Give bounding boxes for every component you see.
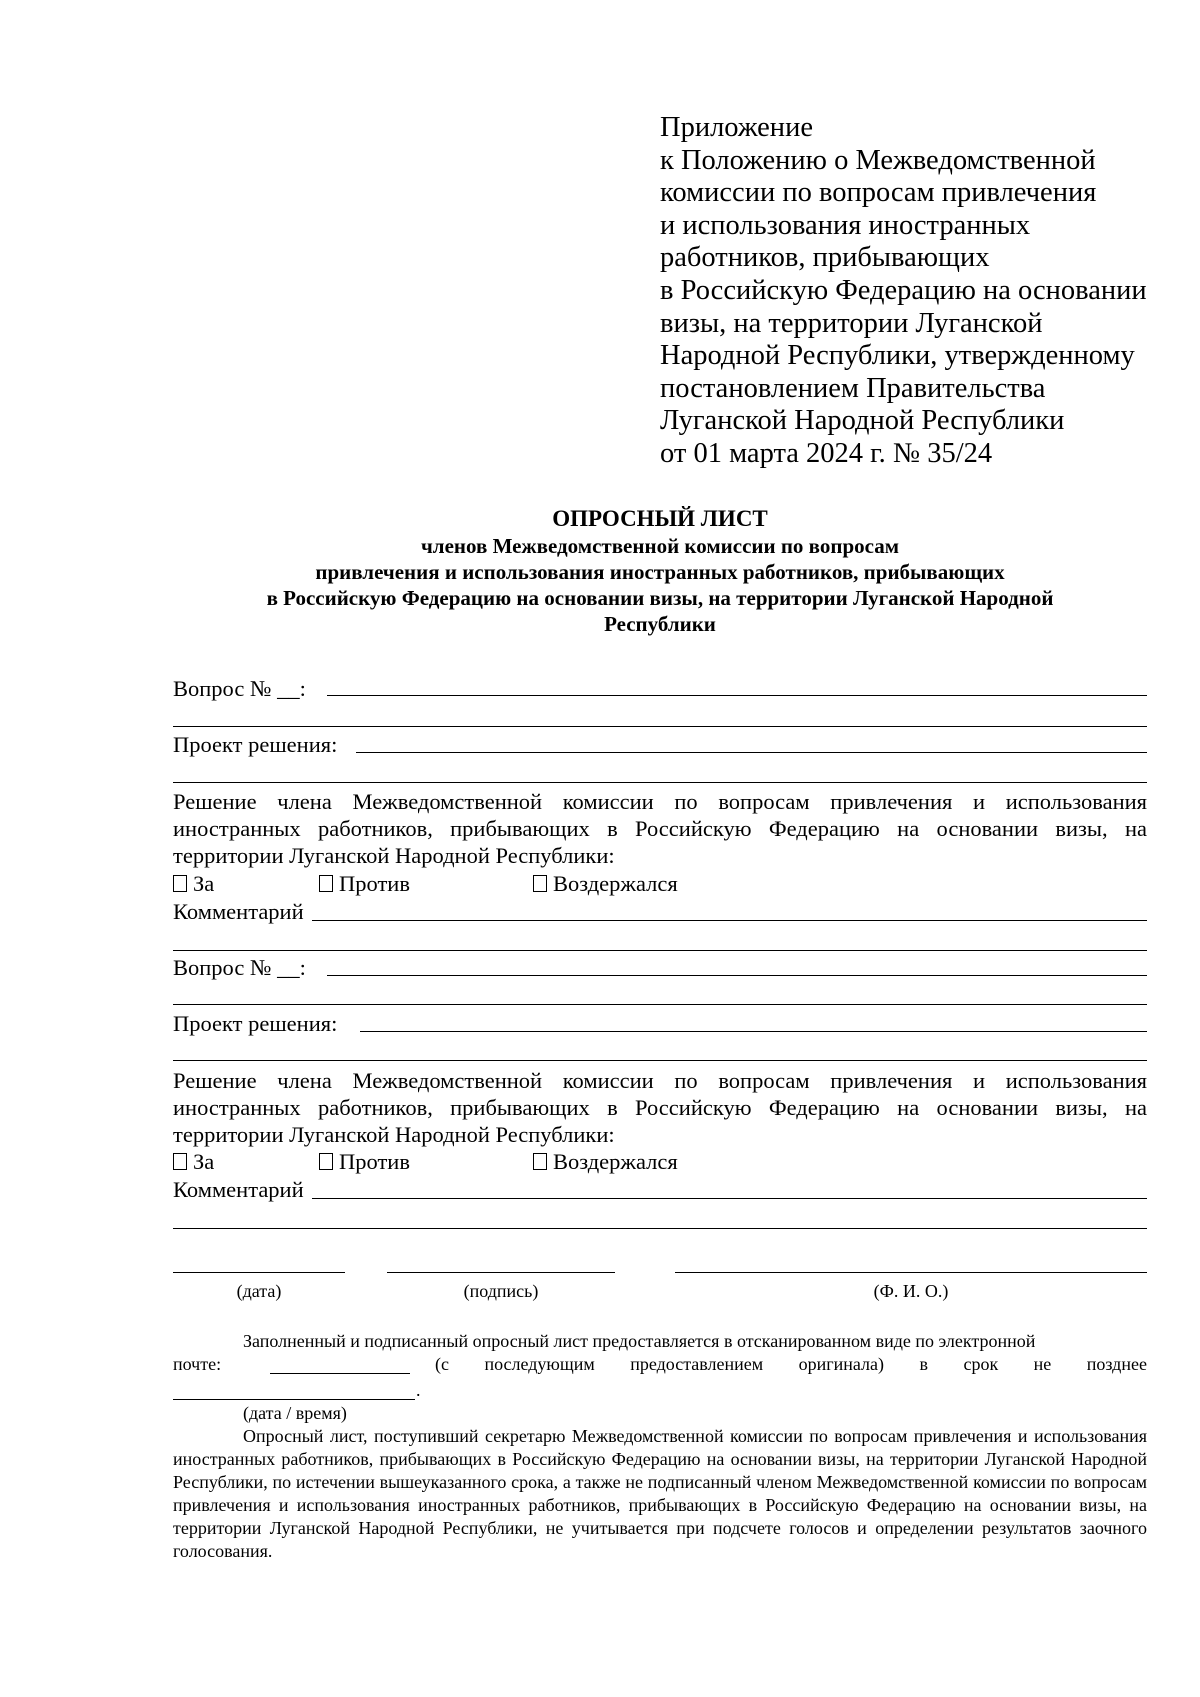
signature-field[interactable] bbox=[387, 1272, 615, 1273]
appendix-line: работников, прибывающих bbox=[660, 242, 990, 274]
signature-caption: (подпись) bbox=[463, 1281, 539, 1301]
draft-label-1: Проект решения: bbox=[173, 732, 338, 757]
comment-field-2[interactable] bbox=[312, 1198, 1147, 1199]
vote-option-label: За bbox=[193, 1149, 215, 1174]
title-subtitle-line: в Российскую Федерацию на основании визы, на территории Луганской Народной bbox=[266, 586, 1054, 610]
note-word: (с bbox=[435, 1354, 449, 1374]
appendix-line: от 01 марта 2024 г. № 35/24 bbox=[660, 437, 993, 469]
vote-option-label: Против bbox=[339, 1149, 410, 1174]
vote-option-label: Против bbox=[339, 871, 410, 896]
note-line-2-words bbox=[435, 1353, 1147, 1376]
deadline-field[interactable] bbox=[173, 1399, 415, 1400]
note-line-1: Заполненный и подписанный опросный лист предоставляется в отсканированном виде по электронной bbox=[243, 1331, 1036, 1351]
appendix-line: постановлением Правительства bbox=[660, 372, 1046, 404]
note-word: в bbox=[919, 1354, 928, 1374]
draft-label-2: Проект решения: bbox=[173, 1011, 338, 1036]
checkbox-icon[interactable] bbox=[173, 875, 187, 892]
vote-option-for[interactable] bbox=[173, 1149, 214, 1175]
checkbox-icon[interactable] bbox=[173, 1153, 187, 1170]
decision-text-1: Решение члена Межведомственной комиссии по вопросам привлечения и использования иностранных работников, прибывающих в Российскую Федерацию на основании визы, на территории Луганской Народной Республики: bbox=[173, 789, 1147, 868]
date-field[interactable] bbox=[173, 1272, 345, 1273]
appendix-line: к Положению о Межведомственной bbox=[660, 144, 1096, 176]
vote-option-label: Воздержался bbox=[553, 871, 678, 896]
draft-field-1[interactable] bbox=[356, 752, 1147, 753]
title-main: ОПРОСНЫЙ ЛИСТ bbox=[552, 506, 768, 531]
decision-text-2: Решение члена Межведомственной комиссии по вопросам привлечения и использования иностранных работников, прибывающих в Российскую Федерацию на основании визы, на территории Луганской Народной Республики: bbox=[173, 1068, 1147, 1147]
appendix-line: Луганской Народной Республики bbox=[660, 405, 1065, 437]
appendix-line: в Российскую Федерацию на основании bbox=[660, 274, 1147, 306]
draft-field-1-continued[interactable] bbox=[173, 782, 1147, 783]
note-period: . bbox=[416, 1380, 421, 1400]
appendix-line: Народной Республики, утвержденному bbox=[660, 340, 1135, 372]
document-title bbox=[130, 505, 1190, 637]
vote-option-label: Воздержался bbox=[553, 1149, 678, 1174]
vote-option-against[interactable] bbox=[319, 1149, 410, 1175]
vote-option-for[interactable] bbox=[173, 871, 214, 897]
vote-option-label: За bbox=[193, 871, 215, 896]
comment-field-1-continued[interactable] bbox=[173, 950, 1147, 951]
title-subtitle-line: членов Межведомственной комиссии по вопросам bbox=[420, 534, 900, 558]
fio-field[interactable] bbox=[675, 1272, 1147, 1273]
checkbox-icon[interactable] bbox=[533, 875, 547, 892]
note-line-2 bbox=[173, 1353, 1147, 1376]
appendix-block bbox=[660, 112, 1160, 471]
note-word: предоставлением bbox=[630, 1354, 764, 1374]
vote-option-against[interactable] bbox=[319, 871, 410, 897]
appendix-line: визы, на территории Луганской bbox=[660, 307, 1043, 339]
appendix-line: комиссии по вопросам привлечения bbox=[660, 177, 1097, 209]
note-email-label: почте: bbox=[173, 1354, 222, 1374]
comment-field-1[interactable] bbox=[312, 920, 1147, 921]
note-paragraph-2: Опросный лист, поступивший секретарю Межведомственной комиссии по вопросам привлечения и использования иностранных работников, прибывающих в Российскую Федерацию на основании визы, на территории Луганской Народной Республики, по истечении вышеуказанного срока, а также не подписанный членом Межведомственной комиссии по вопросам привлечения и использования иностранных работников, прибывающих в Российскую Федерацию на основании визы, на территории Луганской Народной Республики, не учитывается при подсчете голосов и определении результатов заочного голосования. bbox=[173, 1426, 1147, 1561]
note-word: позднее bbox=[1086, 1354, 1147, 1374]
note-word: срок bbox=[963, 1354, 999, 1374]
question-label-1: Вопрос № __: bbox=[173, 676, 306, 701]
question-field-2-continued[interactable] bbox=[173, 1004, 1147, 1005]
vote-option-abstain[interactable] bbox=[533, 871, 678, 897]
email-field[interactable] bbox=[270, 1373, 410, 1374]
draft-field-2[interactable] bbox=[360, 1031, 1147, 1032]
question-field-2[interactable] bbox=[327, 975, 1147, 976]
checkbox-icon[interactable] bbox=[533, 1153, 547, 1170]
note-word: последующим bbox=[484, 1354, 595, 1374]
note-word: не bbox=[1033, 1354, 1052, 1374]
note-word: оригинала) bbox=[798, 1354, 885, 1374]
checkbox-icon[interactable] bbox=[319, 875, 333, 892]
title-subtitle-line: Республики bbox=[604, 612, 716, 636]
datetime-caption: (дата / время) bbox=[243, 1403, 347, 1423]
title-subtitle-line: привлечения и использования иностранных работников, прибывающих bbox=[315, 560, 1005, 584]
checkbox-icon[interactable] bbox=[319, 1153, 333, 1170]
question-label-2: Вопрос № __: bbox=[173, 955, 306, 980]
vote-option-abstain[interactable] bbox=[533, 1149, 678, 1175]
date-caption: (дата) bbox=[236, 1281, 282, 1301]
appendix-line: и использования иностранных bbox=[660, 209, 1031, 241]
fio-caption: (Ф. И. О.) bbox=[873, 1281, 949, 1301]
appendix-line: Приложение bbox=[660, 112, 813, 143]
draft-field-2-continued[interactable] bbox=[173, 1060, 1147, 1061]
question-field-1-continued[interactable] bbox=[173, 726, 1147, 727]
comment-label-2: Комментарий bbox=[173, 1177, 304, 1202]
question-field-1[interactable] bbox=[327, 695, 1147, 696]
comment-label-1: Комментарий bbox=[173, 899, 304, 924]
comment-field-2-continued[interactable] bbox=[173, 1228, 1147, 1229]
